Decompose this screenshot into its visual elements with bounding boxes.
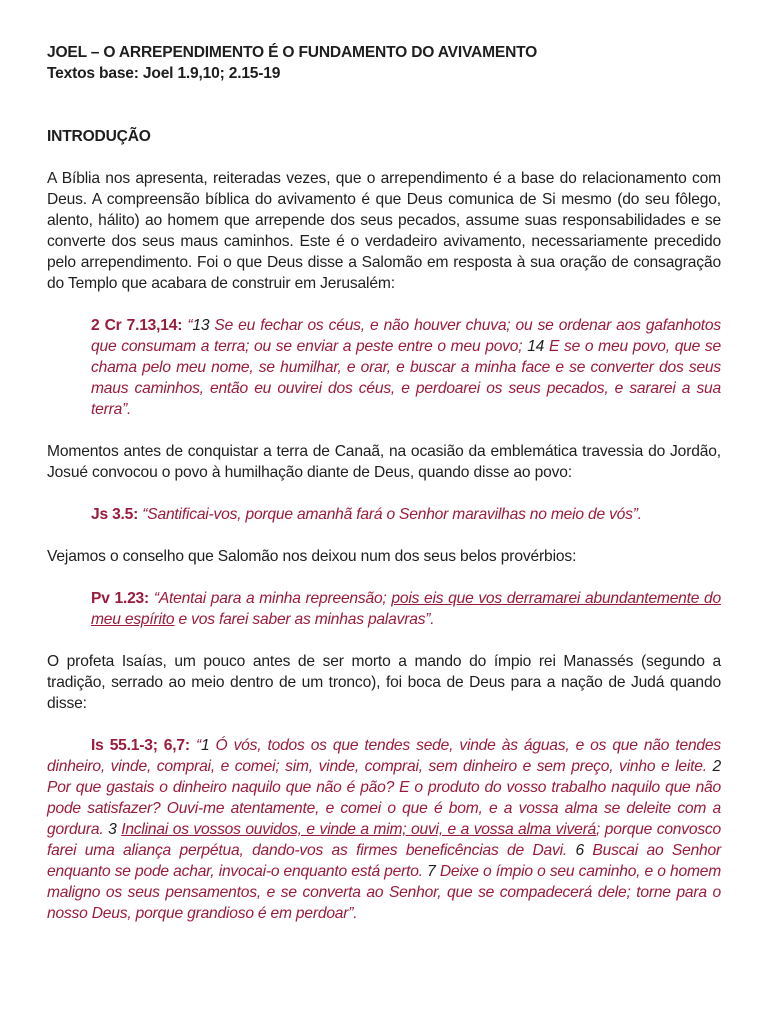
verse-text: Buscai ao Senhor enquanto se pode achar, invocai-o enquanto está perto. [47,842,722,880]
verse-number: 6 [575,842,584,859]
verse-text-underlined: pois eis que vos derramarei abundantemente do meu espírito [91,590,722,628]
paragraph-canaa: Momentos antes de conquistar a terra de Canaã, na ocasião da emblemática travessia do Jordão, Josué convocou o povo à humilhação diante de Deus, quando disse ao povo: [47,443,721,481]
quote-proverbios [47,588,721,630]
verse-reference: Is 55.1-3; 6,7: [91,737,190,754]
verse-text-underlined: Inclinai os vossos ouvidos, e vinde a mim; ouvi, e a vossa alma viverá [121,821,597,838]
quote-josue [47,504,721,525]
verse-reference: Js 3.5: [91,506,139,523]
verse-text: Deixe o ímpio o seu caminho, e o homem maligno os seus pensamentos, e se converta ao Senhor, que se compadecerá dele; torne para o nosso Deus, porque grandioso é em perdoar”. [47,863,722,922]
verse-text: Por que gastais o dinheiro naquilo que não é pão? E o produto do vosso trabalho naquilo que não pode satisfazer? Ouvi-me atentamente, e comei o que é bom, e a vossa alma se deleite com a gordura. [47,779,721,838]
verse-number: 13 [192,317,210,334]
verse-text: ; porque convosco farei uma aliança perpétua, dando-vos as firmes beneficências de Davi. [47,821,721,859]
document-page [47,42,721,924]
quote-open: “ [182,317,193,334]
quote-2-cronicas [47,315,721,420]
verse-reference: Pv 1.23: [91,590,150,607]
quote-isaias [47,735,721,924]
verse-reference: 2 Cr 7.13,14: [91,317,183,334]
quote-open: “ [189,737,201,754]
paragraph-proverbios: Vejamos o conselho que Salomão nos deixou num dos seus belos provérbios: [47,548,577,565]
document-title: JOEL – O ARREPENDIMENTO É O FUNDAMENTO DO AVIVAMENTO [47,44,538,61]
verse-text: E se o meu povo, que se chama pelo meu nome, se humilhar, e orar, e buscar a minha face e se converter dos seus maus caminhos, então eu ouvirei dos céus, e perdoarei os seus pecados, e sararei a sua terra”. [91,338,722,418]
verse-text: “Atentai para a minha repreensão; [149,590,392,607]
verse-number: 3 [108,821,117,838]
verse-number: 7 [427,863,436,880]
verse-text: Se eu fechar os céus, e não houver chuva; ou se ordenar aos gafanhotos que consumam a terra; ou se enviar a peste entre o meu povo; [91,317,721,355]
verse-text: e vos farei saber as minhas palavras”. [174,611,435,628]
verse-number: 1 [200,737,210,754]
verse-number: 2 [712,758,721,775]
document-subtitle: Textos base: Joel 1.9,10; 2.15-19 [47,65,281,82]
paragraph-isaias: O profeta Isaías, um pouco antes de ser morto a mando do ímpio rei Manassés (segundo a tradição, serrado ao meio dentro de um tronco), foi boca de Deus para a nação de Judá quando disse: [47,653,721,712]
verse-text: “Santificai-vos, porque amanhã fará o Senhor maravilhas no meio de vós”. [138,506,642,523]
section-heading-introduction: INTRODUÇÃO [47,128,151,145]
verse-text: Ó vós, todos os que tendes sede, vinde às águas, e os que não tendes dinheiro, vinde, comprai, e comei; sim, vinde, comprai, sem dinheiro e sem preço, vinho e leite. [47,737,721,775]
verse-number: 14 [522,338,545,355]
paragraph-intro: A Bíblia nos apresenta, reiteradas vezes, que o arrependimento é a base do relacionamento com Deus. A compreensão bíblica do avivamento é que Deus comunica de Si mesmo (do seu fôlego, alento, hálito) ao homem que arrepende dos seus pecados, assume suas responsabilidades e se converte dos seus maus caminhos. Este é o verdadeiro avivamento, necessariamente precedido pelo arrependimento. Foi o que Deus disse a Salomão em resposta à sua oração de consagração do Templo que acabara de construir em Jerusalém: [47,170,721,292]
